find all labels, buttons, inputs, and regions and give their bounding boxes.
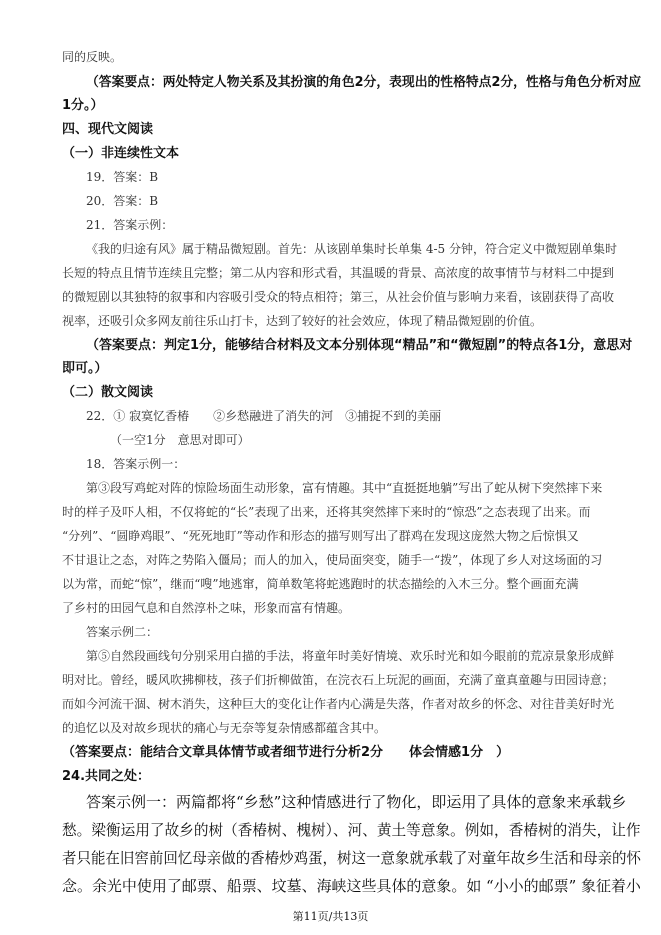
answer-line: 18．答案示例一： xyxy=(86,457,186,471)
page-number: 第11页/共13页 xyxy=(292,910,369,923)
question-heading: 24.共同之处： xyxy=(62,769,151,784)
paragraph-line: 《我的归途有风》属于精品微短剧。首先：从该剧单集时长单集 4-5 分钟，符合定义中微短剧单集时 xyxy=(86,242,617,256)
subsection-heading: （一）非连续性文本 xyxy=(62,146,180,161)
paragraph-line: 的微短剧以其独特的叙事和内容吸引受众的特点相符；第三，从社会价值与影响力来看，该剧获得了高收 xyxy=(62,290,615,304)
paragraph-line: 者只能在旧窖前回忆母亲做的香椿炒鸡蛋，树这一意象就承载了对童年故乡生活和母亲的怀 xyxy=(62,849,642,867)
paragraph-line: 视率，还吸引众多网友前往乐山打卡，达到了较好的社会效应，体现了精品微短剧的价值。 xyxy=(62,314,543,328)
answer-line: 答案示例二： xyxy=(86,625,159,639)
section-heading: 四、现代文阅读 xyxy=(62,122,154,137)
answer-line: 21．答案示例： xyxy=(86,218,174,232)
answer-line: 20．答案：B xyxy=(86,194,159,208)
answer-key-points: （答案要点：能结合文章具体情节或者细节进行分析2分 体会情感1分 ） xyxy=(62,745,510,760)
scoring-note: （一空1分 意思对即可） xyxy=(110,433,250,447)
paragraph-line: 时的样子及吓人相，不仅将蛇的“长”表现了出来，还将其突然摔下来时的“惊恐”之态表现了出来。而 xyxy=(62,505,591,519)
paragraph-line: 第③段写鸡蛇对阵的惊险场面生动形象，富有情趣。其中“直挺挺地躺”写出了蛇从树下突然摔下来 xyxy=(86,481,603,495)
paragraph-line: 以为常，而蛇“惊”，继而“嗖”地逃窜，简单数笔将蛇逃跑时的状态描绘的入木三分。整个画面充满 xyxy=(62,577,579,591)
paragraph-line: 了乡村的田园气息和自然淳朴之味，形象而富有情趣。 xyxy=(62,601,351,615)
paragraph-line: 第⑤自然段画线句分别采用白描的手法，将童年时美好情境、欢乐时光和如今眼前的荒凉景象形成鲜 xyxy=(86,649,615,663)
text-line: 同的反映。 xyxy=(62,50,123,64)
answer-line: 19．答案：B xyxy=(86,170,159,184)
paragraph-line: 而如今河流干涸、树木消失，这种巨大的变化让作者内心满是失落，作者对故乡的怀念、对往昔美好时光 xyxy=(62,697,615,711)
paragraph-line: “分列”、“圆睁鸡眼”、“死死地盯”等动作和形态的描写则写出了群鸡在发现这庞然大物之后惊惧又 xyxy=(62,529,579,543)
paragraph-line: 念。余光中使用了邮票、船票、坟墓、海峡这些具体的意象。如 “小小的邮票” 象征着小 xyxy=(62,877,641,895)
paragraph-line: 的追忆以及对故乡现状的痛心与无奈等复杂情感都蕴含其中。 xyxy=(62,721,387,735)
paragraph-line: 明对比。曾经，暖风吹拂柳枝，孩子们折柳做笛，在浣衣石上玩泥的画面，充满了童真童趣与田园诗意； xyxy=(62,673,615,687)
paragraph-line: 长短的特点且情节连续且完整；第二从内容和形式看，其温暖的背景、高浓度的故事情节与材料二中提到 xyxy=(62,266,615,280)
answer-key-points-cont: 即可。） xyxy=(62,361,108,376)
paragraph-line: 不甘退让之态，对阵之势陷入僵局；而人的加入，使局面突变，随手一“拨”，体现了乡人对这场面的习 xyxy=(62,553,603,567)
answer-key-points: （答案要点：两处特定人物关系及其扮演的角色2分，表现出的性格特点2分，性格与角色分析对应 xyxy=(86,75,642,90)
answer-key-points-cont: 1分。） xyxy=(62,98,104,113)
paragraph-line: 答案示例一：两篇都将“乡愁”这种情感进行了物化，即运用了具体的意象来承载乡 xyxy=(86,793,627,811)
paragraph-line: 愁。梁衡运用了故乡的树（香椿树、槐树）、河、黄土等意象。例如，香椿树的消失，让作 xyxy=(62,821,641,839)
subsection-heading: （二）散文阅读 xyxy=(62,385,154,400)
answer-key-points: （答案要点：判定1分，能够结合材料及文本分别体现“精品”和“微短剧”的特点各1分，意思对 xyxy=(86,338,633,353)
answer-line: 22．① 寂寞忆香椿 ②乡愁融进了消失的河 ③捕捉不到的美丽 xyxy=(86,409,442,423)
